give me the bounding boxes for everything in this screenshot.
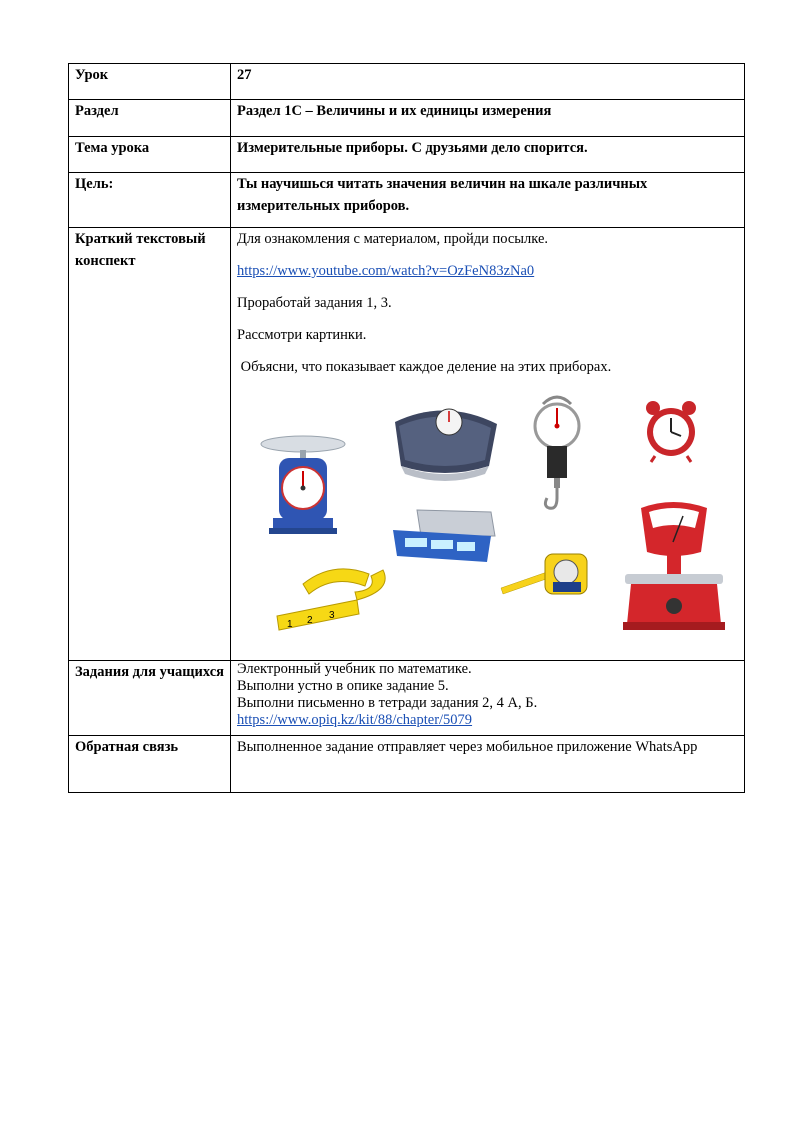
lesson-table: [68, 63, 745, 793]
tasks-line-2: Выполни устно в опике задание 5.: [237, 678, 449, 694]
opiq-link[interactable]: https://www.opiq.kz/kit/88/chapter/5079: [237, 712, 473, 728]
summary-cell: [231, 228, 745, 661]
youtube-link[interactable]: https://www.youtube.com/watch?v=OzFeN83zNa0: [237, 263, 535, 279]
row-tasks: [69, 661, 745, 736]
label-zadania: Задания для учащихся: [69, 661, 231, 736]
row-lesson-number: [69, 64, 745, 100]
tasks-cell: [231, 661, 745, 736]
label-cel: Цель:: [69, 173, 231, 228]
row-section: [69, 100, 745, 137]
row-topic: [69, 137, 745, 173]
value-razdel: Раздел 1С – Величины и их единицы измерения: [231, 100, 745, 137]
row-goal: [69, 173, 745, 228]
instruments-images: [237, 388, 747, 648]
value-obr: Выполненное задание отправляет через мобильное приложение WhatsApp: [231, 736, 745, 793]
value-urok: 27: [231, 64, 745, 100]
label-tema: Тема урока: [69, 137, 231, 173]
summary-intro: Для ознакомления с материалом, пройди посылке.: [237, 231, 549, 247]
label-obr: Обратная связь: [69, 736, 231, 793]
digital-scale-image: [387, 506, 499, 568]
tape-measure-roll-image: [499, 548, 591, 600]
row-summary: [69, 228, 745, 661]
tasks-line-3: Выполни письменно в тетради задания 2, 4 А, Б.: [237, 695, 538, 711]
value-cel: Ты научишься читать значения величин на шкале различных измерительных приборов.: [231, 173, 745, 228]
tape-number-2: 2: [307, 615, 313, 626]
label-razdel: Раздел: [69, 100, 231, 137]
value-tema: Измерительные приборы. С друзьями дело спорится.: [231, 137, 745, 173]
tape-number-3: 3: [329, 610, 335, 621]
label-konspekt: Краткий текстовый конспект: [69, 228, 231, 661]
summary-look: Рассмотри картинки.: [237, 327, 367, 343]
hanging-scale-image: [529, 394, 585, 516]
tape-number-1: 1: [287, 619, 293, 630]
summary-explain: Объясни, что показывает каждое деление на этих приборах.: [237, 359, 612, 375]
tasks-line-1: Электронный учебник по математике.: [237, 661, 472, 677]
bathroom-scale-image: [385, 402, 505, 484]
red-dial-scale-image: [621, 498, 727, 644]
row-feedback: [69, 736, 745, 793]
label-urok: Урок: [69, 64, 231, 100]
alarm-clock-image: [643, 398, 699, 464]
kitchen-scale-image: [257, 432, 349, 540]
summary-task: Проработай задания 1, 3.: [237, 295, 392, 311]
tailor-tape-image: [273, 556, 399, 632]
